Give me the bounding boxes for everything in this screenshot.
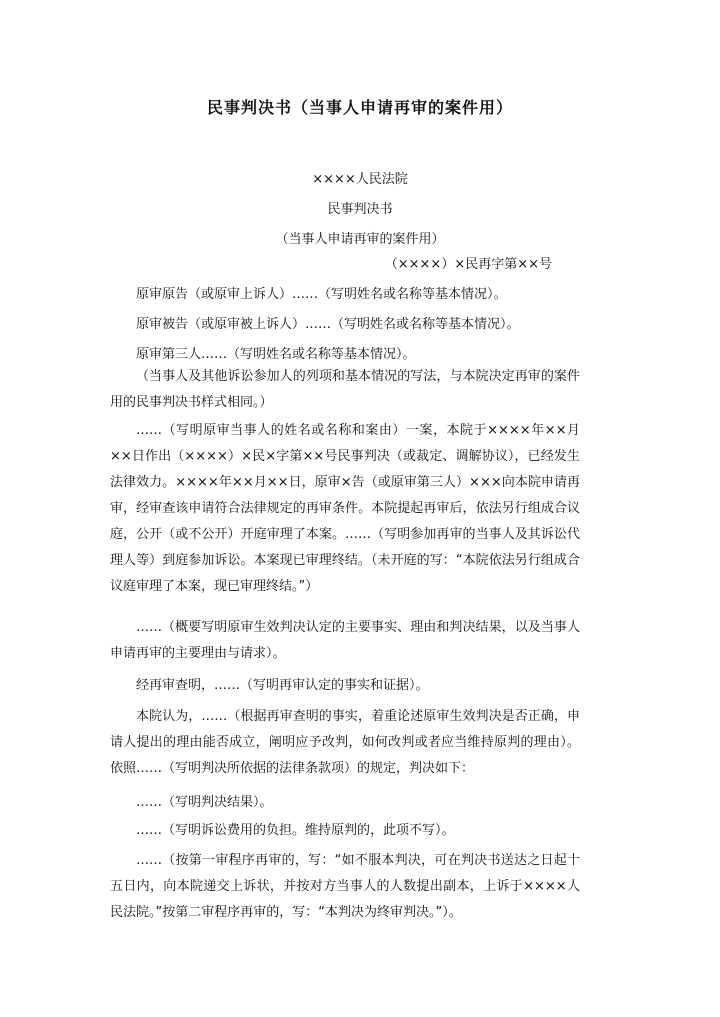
- para-appeal: ……（按第一审程序再审的，写：“如不服本判决，可在判决书送达之日起十五日内，向本院递交上诉状，并按对方当事人的人数提出副本，上诉于××××人民法院。”按第二审程序再审的，写：“本判决为终审判决。”）。: [110, 853, 580, 920]
- para-reasoning: 本院认为，……（根据再审查明的事实，着重论述原审生效判决是否正确，申请人提出的理由能否成立，阐明应予改判，如何改判或者应当维持原判的理由）。依照……（写明判决所依据的法律条款项）的规定，判决如下：: [110, 709, 580, 776]
- document-title: 民事判决书（当事人申请再审的案件用）: [206, 98, 513, 117]
- doc-type: 民事判决书: [327, 202, 393, 217]
- case-use: （当事人申请再审的案件用）: [275, 232, 445, 247]
- case-number: （××××）×民再字第××号: [384, 257, 552, 272]
- para-summary: ……（概要写明原审生效判决认定的主要事实、理由和判决结果，以及当事人申请再审的主要理由与请求）。: [110, 620, 580, 661]
- court-name: ××××人民法院: [312, 172, 408, 187]
- party-third: 原审第三人……（写明姓名或名称等基本情况）。: [136, 347, 416, 362]
- para-case-background: ……（写明原审当事人的姓名或名称和案由）一案，本院于××××年××月××日作出（××××）×民×字第××号民事判决（或裁定、调解协议），已经发生法律效力。××××年××月××日，原审×告（或原审第三人）×××向本院申请再审，经审查该申请符合法律规定的再审条件。本院提起再审后，依法另行组成合议庭，公开（或不公开）开庭审理了本案。……（写明参加再审的当事人及其诉讼代理人等）到庭参加诉讼。本案现已审理终结。（未开庭的写：“本院依法另行组成合议庭审理了本案，现已审理终结。”）: [110, 423, 580, 594]
- party-original-plaintiff: 原审原告（或原审上诉人）……（写明姓名或名称等基本情况）。: [136, 287, 507, 302]
- party-original-defendant: 原审被告（或原审被上诉人）……（写明姓名或名称等基本情况）。: [136, 317, 520, 332]
- note-parties: （当事人及其他诉讼参加人的列项和基本情况的写法，与本院决定再审的案件用的民事判决书样式相同。）: [110, 369, 580, 410]
- para-result: ……（写明判决结果）。: [136, 795, 273, 810]
- para-costs: ……（写明诉讼费用的负担。维持原判的，此项不写）。: [136, 823, 455, 838]
- para-facts: 经再审查明，……（写明再审认定的事实和证据）。: [136, 678, 429, 693]
